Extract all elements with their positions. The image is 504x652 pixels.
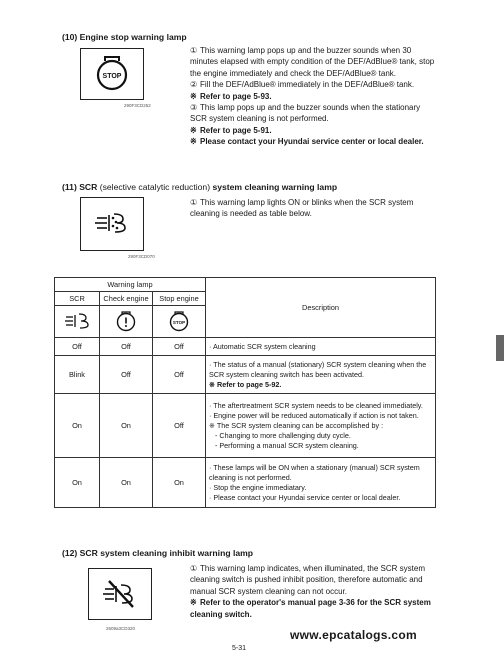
table-row: On On On · These lamps will be ON when a stationary (manual) SCR system cleaning is not performed. · Stop the engine immediatary. · Please contact your Hyundai service center or local dealer. [55,458,436,508]
text-line: ※ Refer to page 5-93. [190,91,272,101]
table-icon-cell [153,306,206,338]
section-10-text [190,45,436,148]
text-line: ① This warning lamp indicates, when illuminated, the SCR system cleaning switch is pushed inhibit position, therefore automatic and manual SCR system cleaning can not occur. [190,564,425,596]
section-11-title: (11) SCR (selective catalytic reduction) system cleaning warning lamp [62,182,338,192]
check-engine-icon [112,309,140,333]
stop-icon-label: STOP [102,73,122,80]
stop-icon [165,309,193,333]
section-12-text [190,563,436,620]
table-icon-cell [100,306,153,338]
table-icon-cell [55,306,100,338]
section-11-text [190,197,436,220]
scr-icon [81,198,143,250]
image-code: 2609a3CD320 [106,626,136,631]
text-line: ※ Please contact your Hyundai service center or local dealer. [190,137,424,147]
engine-stop-lamp-image [80,48,144,100]
stop-icon [81,49,143,99]
page-edge-tab [496,335,504,361]
scr-inhibit-icon [89,569,151,619]
text-line: ① This warning lamp lights ON or blinks when the SCR system cleaning is needed as table below. [190,198,414,219]
text-line: ③ This lamp pops up and the buzzer sounds when the stationary SCR system cleaning is not performed. [190,103,421,124]
table-group-header: Warning lamp [55,278,206,292]
scr-lamp-image [80,197,144,251]
page-number: 5-31 [232,645,247,652]
table-header-scr: SCR [55,292,100,306]
table-header-stop-engine: Stop engine [153,292,206,306]
table-row: Blink Off Off · The status of a manual (stationary) SCR system cleaning when the SCR system cleaning switch has been activated. ※ Refer to page 5-92. [55,356,436,394]
section-12-title: (12) SCR system cleaning inhibit warning lamp [62,548,254,558]
section-10-title: (10) Engine stop warning lamp [62,32,187,42]
table-header-description: Description [206,278,436,338]
scr-icon [62,309,92,333]
svg-text:STOP: STOP [172,319,186,325]
table-row: On On Off · The aftertreatment SCR system needs to be cleaned immediately. · Engine power will be reduced automatically if action is not taken. ※ The SCR system cleaning can be accomplished by : - Changing to more challenging duty cycle. - Performing a manual SCR system cleaning. [55,394,436,458]
image-code: 290F3CD252 [124,103,151,108]
text-line: ※ Refer to the operator's manual page 3-36 for the SCR system cleaning switch. [190,598,431,619]
text-line: ② Fill the DEF/AdBlue® immediately in the DEF/AdBlue® tank. [190,80,415,90]
image-code: 290F3CD070 [128,254,155,259]
table-header-check-engine: Check engine [100,292,153,306]
table-row: Off Off Off · Automatic SCR system cleaning [55,338,436,356]
text-line: ① This warning lamp pops up and the buzzer sounds when 30 minutes elapsed with empty condition of the DEF/AdBlue® tank, stop the engine immediately and check the DEF/AdBlue® tank. [190,46,435,78]
scr-inhibit-lamp-image [88,568,152,620]
watermark-url: www.epcatalogs.com [290,628,417,642]
warning-lamp-table [54,277,436,508]
text-line: ※ Refer to page 5-91. [190,125,272,135]
